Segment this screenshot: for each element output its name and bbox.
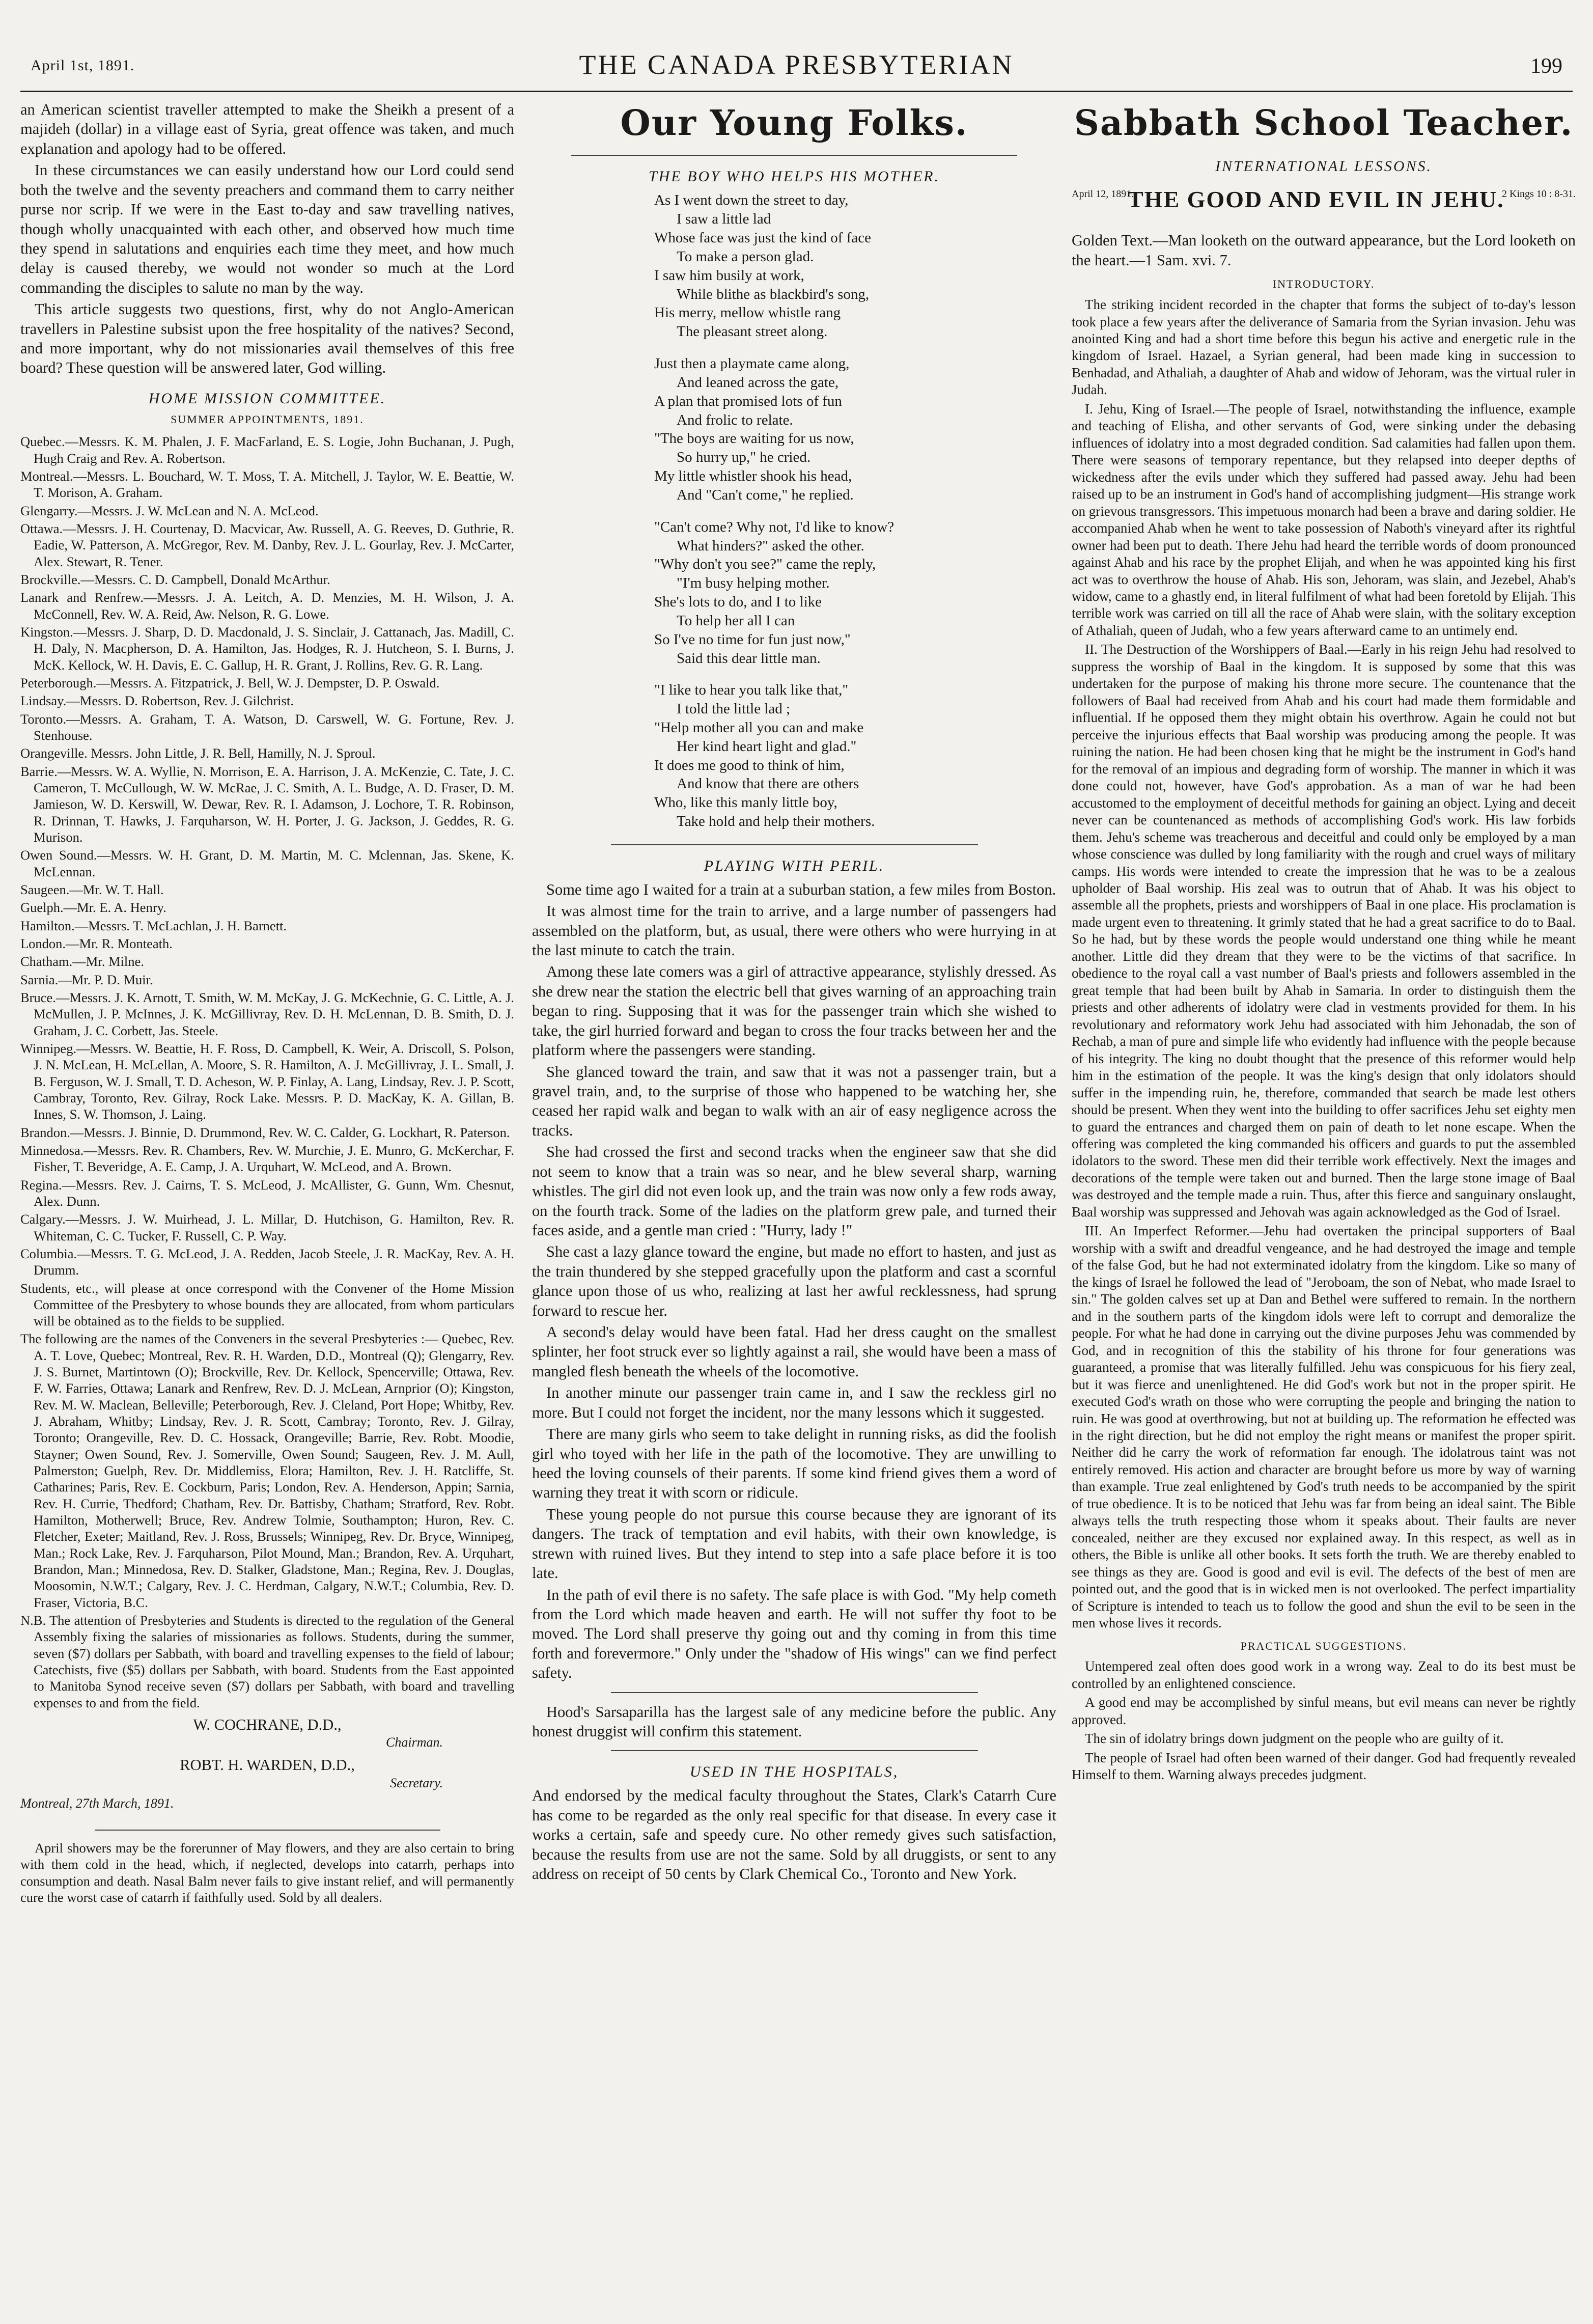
appointment-entry: Lanark and Renfrew.—Messrs. J. A. Leitch, A. D. Menzies, M. H. Wilson, J. A. McConnell, Rev. W. A. Reid, Aw. Nelson, R. G. Lowe. — [20, 590, 514, 622]
signature-secretary-title: Secretary. — [390, 1775, 443, 1790]
poem-line: Said this dear little man. — [677, 650, 821, 667]
appointment-entry: Bruce.—Messrs. J. K. Arnott, T. Smith, W. M. McKay, J. G. McKechnie, G. C. Little, A. J. McMullen, J. P. McInnes, J. K. McGillivray, Rev. D. H. McLennan, D. B. Smith, D. J. Graham, J. C. Corbett, Jas. Steele. — [20, 989, 514, 1038]
poem-stanza — [654, 518, 1056, 668]
poem-line: And know that there are others — [677, 776, 859, 792]
practical-item: A good end may be accomplished by sinful means, but evil means can never be rightly approved. — [1072, 1695, 1576, 1727]
poem-line: "I'm busy helping mother. — [677, 575, 830, 592]
signature-secretary: ROBT. H. WARDEN, D.D., — [180, 1756, 355, 1774]
practical-item: The people of Israel had often been warned of their danger. God had frequently revealed Himself to them. Warning always precedes judgment. — [1072, 1750, 1576, 1783]
notices — [20, 1280, 514, 1711]
intro-paragraphs — [20, 100, 514, 378]
poem-line: The pleasant street along. — [677, 323, 828, 340]
story-paragraph: Among these late comers was a girl of attractive appearance, stylishly dressed. As she drew near the station the electric bell that gives warning of an approaching train began to ring. Supposing that it was for the passenger train which she wished to take, the girl hurried forward and began to cross the four tracks between her and the platform where the passengers were standing. — [532, 963, 1056, 1059]
appointment-entry: Calgary.—Messrs. J. W. Muirhead, J. L. Millar, D. Hutchison, G. Hamilton, Rev. R. Whiteman, C. C. Tucker, F. Russell, C. P. Way. — [20, 1211, 514, 1243]
poem-line: Her kind heart light and glad." — [677, 738, 857, 755]
column-2 — [532, 100, 1056, 1886]
story-paragraph: She had crossed the first and second tracks when the engineer saw that she did not seem to know that a train was so near, and he blew several sharp, warning whistles. The girl did not even look up, and the train was now only a few rods away, on the fourth track. Some of the ladies on the platform grew pale, and turned their faces aside, and a gentle man cried : "Hurry, lady !" — [532, 1143, 1056, 1239]
paragraph: an American scientist traveller attempted to make the Sheikh a present of a majideh (dollar) in a village east of Syria, great offence was taken, and much explanation and apology had to be offered. — [20, 101, 514, 157]
appointment-entry: London.—Mr. R. Monteath. — [20, 935, 173, 951]
poem-line: To make a person glad. — [677, 248, 814, 265]
poem-line: While blithe as blackbird's song, — [677, 286, 870, 302]
appointment-entry: Minnedosa.—Messrs. Rev. R. Chambers, Rev. W. Murchie, J. E. Munro, G. McKerchar, F. Fisher, T. Beveridge, A. E. Camp, J. A. Urquhart, W. McLeod, and A. Brown. — [20, 1142, 514, 1175]
paragraph: The following are the names of the Conveners in the several Presbyteries :— Quebec, Rev. A. T. Love, Quebec; Montreal, Rev. R. H. Warden, D.D., Montreal (Q); Glengarry, Rev. J. S. Burnet, Martintown (O); Brockville, Rev. Dr. Kellock, Spencerville; Ottawa, Rev. F. W. Farries, Ottawa; Lanark and Renfrew, Rev. D. J. McLean, Arnprior (O); Kingston, Rev. M. W. Maclean, Belleville; Peterborough, Rev. J. Cleland, Port Hope; Whitby, Rev. J. Abraham, Whitby; Lindsay, Rev. J. R. Scott, Cambray; Toronto, Rev. J. Gilray, Toronto; Orangeville, Rev. D. C. Hossack, Orangeville; Barrie, Rev. Robt. Moodie, Stayner; Owen Sound, Rev. J. Somerville, Owen Sound; Saugeen, Rev. J. M. Aull, Palmerston; Guelph, Rev. Dr. Middlemiss, Elora; Hamilton, Rev. J. H. Ratcliffe, St. Catharines; Paris, Rev. E. Cockburn, Paris; London, Rev. A. Henderson, Appin; Sarnia, Rev. H. Currie, Thedford; Chatham, Rev. Dr. Battisby, Chatham; Stratford, Rev. Robt. Hamilton, Motherwell; Bruce, Rev. Andrew Tolmie, Southampton; Huron, Rev. C. Fletcher, Exeter; Maitland, Rev. J. Ross, Brussels; Winnipeg, Rev. Dr. Bryce, Winnipeg, Man.; Rock Lake, Rev. J. Farquharson, Pilot Mound, Man.; Brandon, Rev. A. Urquhart, Brandon, Man.; Minnedosa, Rev. D. Stalker, Gladstone, Man.; Regina, Rev. J. Douglas, Moosomin, N.W.T.; Calgary, Rev. J. C. Herdman, Calgary, N.W.T.; Columbia, Rev. D. Fraser, Victoria, B.C. — [20, 1331, 514, 1610]
column-1 — [20, 100, 514, 1907]
poem-title: THE BOY WHO HELPS HIS MOTHER. — [649, 168, 940, 185]
appointment-entry: Brandon.—Messrs. J. Binnie, D. Drummond, Rev. W. C. Calder, G. Lockhart, R. Paterson. — [20, 1124, 510, 1140]
poem-line: So I've no time for fun just now," — [654, 631, 851, 648]
poem-line: A plan that promised lots of fun — [654, 393, 842, 409]
lesson-section: I. Jehu, King of Israel.—The people of Israel, notwithstanding the influence, example and teaching of Elisha, and other servants of God, were sinking under the debasing influences of idolatry into a most degraded condition. Sad calamities had fallen upon them. There were seasons of temporary repentance, but they relapsed into deeper depths of wickedness after the evils under which they suffered had passed away. Jehu had been raised up to be an instrument in God's hand of accomplishing judgment—His strange work on grievous transgressors. This impetuous monarch had been a brave and daring soldier. He accompanied Ahab when he went to take possession of Naboth's vineyard after its rightful owner had been put to death. There Jehu had heard the terrible words of doom pronounced against Ahab and his race by the prophet Elijah, and when he was appointed king his first act was to overthrow the house of Ahab. His son, Jehoram, was slain, and Jezebel, Ahab's widow, came to a ghastly end, in literal fulfilment of what had been foretold by Elijah. This terrible work was carried on till all the race of Ahab were slain, with the solitary exception of Athaliah, queen of Judah, who a few years afterward came to an untimely end. — [1072, 401, 1576, 638]
lesson-date: April 12, 1891. — [1072, 188, 1134, 200]
poem-line: Just then a playmate came along, — [654, 355, 850, 372]
signature-chairman: W. COCHRANE, D.D., — [193, 1716, 342, 1734]
appointment-entry: Peterborough.—Messrs. A. Fitzpatrick, J. Bell, W. J. Dempster, D. P. Oswald. — [20, 675, 440, 691]
header-rule — [20, 91, 1573, 92]
divider — [95, 1830, 440, 1831]
poem-stanza — [654, 191, 1056, 341]
column-3 — [1072, 100, 1576, 1786]
story-paragraph: It was almost time for the train to arrive, and a large number of passengers had assembled on the platform, but, as usual, there were others who were hurrying in at the last minute to catch the train. — [532, 902, 1056, 959]
divider — [611, 844, 978, 845]
poem-line: As I went down the street to day, — [654, 192, 849, 209]
publication-title: THE CANADA PRESBYTERIAN — [579, 49, 1014, 80]
lesson-sections — [1072, 401, 1576, 1632]
story-paragraph: She cast a lazy glance toward the engine, but made no effort to hasten, and just as the train thundered by she stepped gracefully upon the platform and cast a scornful glance upon those of us who, realizing at last her awful recklessness, had sprung forward to rescue her. — [532, 1243, 1056, 1319]
appointments-list — [20, 433, 514, 1278]
lesson-header — [1072, 185, 1576, 226]
poem-line: So hurry up," he cried. — [677, 449, 811, 466]
issue-date: April 1st, 1891. — [31, 57, 135, 74]
lesson-title: THE GOOD AND EVIL IN JEHU. — [1128, 186, 1504, 213]
appointment-entry: Orangeville. Messrs. John Little, J. R. Bell, Hamilly, N. J. Sproul. — [20, 745, 376, 761]
practical-suggestions — [1072, 1658, 1576, 1783]
lesson-section: II. The Destruction of the Worshippers of Baal.—Early in his reign Jehu had resolved to suppress the worship of Baal in the kingdom. It is supposed by some that this was undertaken for the purpose of making his throne more secure. The countenance that the followers of Baal had received from Ahab and his court had made them formidable and influential. If he opposed them they might obtain his overthrow. Again he could not but perceive the injurious effects that Baal worship was producing among the people. It was ruining the nation. He had been chosen king that he might be the instrument in God's hand for the removal of an impious and degrading form of worship. The manner in which it was done could not, however, have God's approbation. As a man of war he had been accustomed to the employment of deceitful methods for gaining an object. Lying and deceit never can be countenanced as methods of accomplishing God's work. His law forbids them. Jehu's scheme was treacherous and deceitful and could only be employed by a man whose conscience was dulled by long familiarity with the rough and cruel ways of military camps. His words were intended to create the impression that he was to be a zealous upholder of Baal worship. His zeal was to outrun that of Ahab. It was his object to assemble all the prophets, priests and worshippers of Baal in one place. His proclamation is made urgent even to threatening. It grimly stated that he had a great sacrifice to do to Baal. So he had, but by these words the people would understand one thing while he meant another. Little did they dream that they were to be the victims of that sacrifice. In obedience to the royal call a vast number of Baal's priests and followers assembled in the great temple that had been built by Ahab in Samaria. In order to distinguish them the priests and other adherents of idolatry were clad in vestments provided for them. In his revolutionary and reformatory work Jehu had associated with him Jehonadab, the son of Rechab, a man of pure and simple life who evidently had influence with the people because of his integrity. The king no doubt thought that the presence of this reformer would help him in the estimation of the people. It was the king's design that only idolators should suffer in the impending ruin, he, therefore, commanded that search be made lest others should be present. When they went into the building to offer sacrifices Jehu set eighty men to guard the entrances and charged them on pain of death to let none escape. When the offering was completed the king commanded his officers and guards to put the assembled idolators to the sword. These men did their terrible work effectively. Next the images and decorations of the temple were taken out and burned. Then the large stone image of Baal was destroyed and the temple made a ruin. Thus, after this fierce and sanguinary onslaught, Baal worship was suppressed and Jehovah was again acknowledged as the God of Israel. — [1072, 642, 1576, 1220]
divider — [611, 1692, 978, 1693]
appointment-entry: Kingston.—Messrs. J. Sharp, D. D. Macdonald, J. S. Sinclair, J. Cattanach, Jas. Madill, C. H. Daly, N. Macpherson, D. A. Hamilton, Jas. Hodges, R. J. Hutcheon, S. I. Burns, J. McK. Kellock, W. H. Davis, E. C. Gallup, H. R. Grant, J. Rollins, Rev. G. R. Lang. — [20, 624, 514, 673]
lesson-section: III. An Imperfect Reformer.—Jehu had overtaken the principal supporters of Baal worship with a swift and dreadful vengeance, and he had destroyed the image and temple of the false God, but he had not exterminated idolatry from the kingdom. Like so many of the kings of Israel he followed the lead of "Jeroboam, the son of Nebat, who made Israel to sin." The golden calves set up at Dan and Bethel were suffered to remain. In the northern and in the southern parts of the kingdom idols were left to corrupt and demoralize the people. For what he had done in carrying out the divine purposes Jehu was commended by God, and in recognition of this the stability of his throne for four generations was guaranteed, a promise that was literally fulfilled. Jehu was conspicuous for his fiery zeal, but it was fierce and unenlightened. He did God's work but not in the proper spirit. He executed God's wrath on those who were corrupting the people and bringing the nation to ruin. He was good at overthrowing, but not at building up. The reformation he effected was in the right direction, but he did not employ the right means or manifest the proper spirit. Neither did he carry the work of reformation far enough. The idolatrous taint was not entirely removed. His action and character are brought before us more by way of warning than example. True zeal enlightened by God's truth needs to be accompanied by the spirit of true obedience. It is to be noticed that Jehu was far from being an ideal saint. The Bible always tells the truth respecting those whom it speaks about. Their faults are never concealed, neither are they excused nor explained away. In this respect, as well as in others, the Bible is unlike all other books. It sets forth the truth. We are thereby enabled to see things as they are. Good is good and evil is evil. The defects of the best of men are pointed out, and the good that is in wicked men is not overlooked. The perfect impartiality of Scripture is intended to teach us to follow the good and shun the evil to be seen in the men whose lives it records. — [1072, 1223, 1576, 1631]
practical-item: The sin of idolatry brings down judgment on the people who are guilty of it. — [1085, 1731, 1504, 1747]
poem-line: I saw a little lad — [677, 211, 771, 228]
appointment-entry: Montreal.—Messrs. L. Bouchard, W. T. Moss, T. A. Mitchell, J. Taylor, W. E. Beattie, W. T. Morison, A. Graham. — [20, 468, 514, 501]
section-title-young-folks: Our Young Folks. — [620, 103, 968, 144]
appointment-entry: Winnipeg.—Messrs. W. Beattie, H. F. Ross, D. Campbell, K. Weir, A. Driscoll, S. Polson, J. N. McLean, H. McLellan, A. Moore, S. R. Hamilton, A. J. McGillivray, J. L. Small, J. B. Ferguson, W. J. Small, T. D. Acheson, W. P. Finlay, A. Lang, Lindsay, Rev. J. P. Scott, Cambray, Toronto, Rev. Gilray, Rock Lake. Messrs. P. D. MacKay, K. A. Gillan, B. Innes, S. W. Thomson, J. Laing. — [20, 1040, 514, 1122]
dateline: Montreal, 27th March, 1891. — [20, 1796, 174, 1811]
committee-subheading: SUMMER APPOINTMENTS, 1891. — [171, 412, 364, 426]
poem-line: "Can't come? Why not, I'd like to know? — [654, 518, 895, 535]
poem-line: "The boys are waiting for us now, — [654, 430, 854, 447]
divider — [611, 1750, 978, 1751]
ad-hoods: Hood's Sarsaparilla has the largest sale of any medicine before the public. Any honest druggist will confirm this statement. — [532, 1703, 1056, 1740]
appointment-entry: Columbia.—Messrs. T. G. McLeod, J. A. Redden, Jacob Steele, J. R. MacKay, Rev. A. H. Drumm. — [20, 1246, 514, 1278]
appointment-entry: Barrie.—Messrs. W. A. Wyllie, N. Morrison, E. A. Harrison, J. A. McKenzie, C. Tate, J. C. Cameron, T. McCullough, W. W. McRae, J. C. Smith, A. L. Budge, A. D. Fraser, D. M. Jamieson, W. D. Kerswill, W. Dewar, Rev. R. I. Adamson, J. Lochore, T. R. Robinson, R. Drinnan, T. Hawks, J. Farquharson, W. H. Porter, J. G. Jackson, J. Geddes, R. G. Murison. — [20, 763, 514, 845]
story-title: PLAYING WITH PERIL. — [704, 857, 885, 874]
story-paragraph: A second's delay would have been fatal. Had her dress caught on the smallest splinter, her foot struck ever so lightly against a rail, she would have been a mass of mangled flesh beneath the wheels of the locomotive. — [532, 1323, 1056, 1380]
story-paragraph: There are many girls who seem to take delight in running risks, as did the foolish girl who toyed with her life in the path of the locomotive. They are unwilling to heed the loving counsels of their parents. If some kind friend gives them a word of warning they treat it with scorn or ridicule. — [532, 1425, 1056, 1502]
poem-line: "Why don't you see?" came the reply, — [654, 556, 876, 573]
appointment-entry: Lindsay.—Messrs. D. Robertson, Rev. J. Gilchrist. — [20, 693, 294, 709]
poem-line: "Help mother all you can and make — [654, 720, 864, 736]
page-number: 199 — [1530, 54, 1562, 78]
appointment-entry: Toronto.—Messrs. A. Graham, T. A. Watson, D. Carswell, W. G. Fortune, Rev. J. Stenhouse. — [20, 711, 514, 743]
golden-text: Golden Text.—Man looketh on the outward appearance, but the Lord looketh on the heart.—1 Sam. xvi. 7. — [1072, 232, 1576, 269]
poem-line: "I like to hear you talk like that," — [654, 682, 849, 699]
poem — [654, 191, 1056, 831]
appointment-entry: Owen Sound.—Messrs. W. H. Grant, D. M. Martin, M. C. Mclennan, Jas. Skene, K. McLennan. — [20, 847, 514, 879]
poem-line: Take hold and help their mothers. — [677, 813, 875, 830]
committee-heading: HOME MISSION COMMITTEE. — [148, 390, 386, 407]
appointment-entry: Saugeen.—Mr. W. T. Hall. — [20, 881, 164, 897]
poem-line: To help her all I can — [677, 612, 795, 629]
poem-line: Whose face was just the kind of face — [654, 230, 871, 246]
story-paragraph: In another minute our passenger train came in, and I saw the reckless girl no more. But I could not forget the incident, nor the many lessons which it suggested. — [532, 1384, 1056, 1421]
appointment-entry: Guelph.—Mr. E. A. Henry. — [20, 900, 166, 916]
appointment-entry: Glengarry.—Messrs. J. W. McLean and N. A. McLeod. — [20, 503, 319, 518]
ad-hospitals-text: And endorsed by the medical faculty throughout the States, Clark's Catarrh Cure has come to be regarded as the only real specific for that disease. In every case it works a certain, safe and speedy cure. No other remedy gives such satisfaction, because the results from use are not the same. Sold by all druggists, or sent to any address on receipt of 50 cents by Clark Chemical Co., Toronto and New York. — [532, 1787, 1056, 1883]
story — [532, 880, 1056, 1683]
poem-line: She's lots to do, and I to like — [654, 594, 822, 611]
appointment-entry: Quebec.—Messrs. K. M. Phalen, J. F. MacFarland, E. S. Logie, John Buchanan, J. Pugh, Hugh Craig and Rev. A. Robertson. — [20, 434, 514, 466]
story-paragraph: In the path of evil there is no safety. The safe place is with God. "My help cometh from the Lord which made heaven and earth. He will not suffer thy foot to be moved. The Lord shall preserve thy going out and thy coming in from this time forth and forevermore." Only under the "shadow of His wings" can we find perfect safety. — [532, 1586, 1056, 1682]
poem-line: I saw him busily at work, — [654, 267, 804, 284]
poem-line: Who, like this manly little boy, — [654, 794, 837, 811]
appointment-entry: Chatham.—Mr. Milne. — [20, 954, 144, 970]
practical-heading: PRACTICAL SUGGESTIONS. — [1240, 1639, 1407, 1652]
poem-stanza — [654, 354, 1056, 505]
poem-line: What hinders?" asked the other. — [677, 537, 864, 554]
paragraph: The striking incident recorded in the chapter that forms the subject of to-day's lesson took place a few years after the deliverance of Samaria from the Syrian invasion. Jehu was anointed King and had a short time before this begun his active and energetic rule in the kingdom of Israel. Hazael, a Syrian general, had been made king in succession to Benhadad, and Athaliah, a daughter of Ahab and widow of Jehoram, was the virtual ruler in Judah. — [1072, 297, 1576, 398]
story-paragraph: These young people do not pursue this course because they are ignorant of its dangers. The track of temptation and evil habits, with their own knowledge, is strewn with ruined lives. But they intend to step into a safe place before it is too late. — [532, 1505, 1056, 1582]
poem-line: And frolic to relate. — [677, 411, 793, 428]
appointment-entry: Ottawa.—Messrs. J. H. Courtenay, D. Macvicar, Aw. Russell, A. G. Reeves, D. Guthrie, R. Eadie, W. Patterson, A. McGregor, Rev. M. Danby, Rev. J. L. Gourlay, Rev. J. McCarter, Alex. Stewart, R. Tener. — [20, 521, 514, 569]
poem-stanza — [654, 681, 1056, 831]
poem-line: I told the little lad ; — [677, 701, 791, 717]
poem-line: And leaned across the gate, — [677, 374, 839, 391]
section-title-sabbath-school: Sabbath School Teacher. — [1074, 103, 1574, 144]
appointment-entry: Regina.—Messrs. Rev. J. Cairns, T. S. McLeod, J. McAllister, G. Gunn, Wm. Chesnut, Alex. Dunn. — [20, 1177, 514, 1209]
lesson-body — [1072, 296, 1576, 1632]
paragraph: In these circumstances we can easily understand how our Lord could send both the twelve and the seventy preachers and command them to carry neither purse nor scrip. If we were in the East to-day and saw travelling natives, though wholly unacquainted with each other, and observed how much time they spend in salutations and enquiries each time they meet, and how much delay is caused thereby, we would not wonder so much at the Lord commanding the disciples to salute no man by the way. — [20, 161, 514, 296]
paragraph: N.B. The attention of Presbyteries and Students is directed to the regulation of the General Assembly fixing the salaries of missionaries as follows. Students, during the summer, seven ($7) dollars per Sabbath, with board and travelling expenses to the field of labour; Catechists, five ($5) dollars per Sabbath, with board. Students from the East appointed to Manitoba Synod receive seven ($7) dollars per Sabbath, with board and travelling expenses to and from the field. — [20, 1613, 514, 1710]
ad-nasal-balm: April showers may be the forerunner of May flowers, and they are also certain to bring with them cold in the head, which, if neglected, develops into catarrh, perhaps into consumption and death. Nasal Balm never fails to give instant relief, and will permanently cure the worst case of catarrh if faithfully used. Sold by all dealers. — [20, 1840, 514, 1905]
ad-hospitals-title: USED IN THE HOSPITALS, — [689, 1763, 899, 1781]
appointment-entry: Brockville.—Messrs. C. D. Campbell, Donald McArthur. — [20, 572, 330, 588]
poem-line: It does me good to think of him, — [654, 757, 845, 773]
practical-item: Untempered zeal often does good work in a wrong way. Zeal to do its best must be controlled by an enlightened conscience. — [1072, 1658, 1576, 1691]
poem-line: My little whistler shook his head, — [654, 468, 852, 485]
poem-line: His merry, mellow whistle rang — [654, 305, 841, 321]
introductory-heading: INTRODUCTORY. — [1272, 278, 1375, 291]
story-paragraph: She glanced toward the train, and saw that it was not a passenger train, but a gravel train, and, to the surprise of those who happened to be watching her, she ceased her rapid walk and began to walk with an air of easy negligence across the tracks. — [532, 1063, 1056, 1139]
appointment-entry: Sarnia.—Mr. P. D. Muir. — [20, 972, 153, 987]
page-header — [31, 49, 1562, 90]
story-paragraph: Some time ago I waited for a train at a suburban station, a few miles from Boston. — [546, 880, 1056, 898]
lesson-reference: 2 Kings 10 : 8-31. — [1502, 188, 1576, 200]
signature-chairman-title: Chairman. — [386, 1735, 443, 1750]
paragraph: This article suggests two questions, first, why do not Anglo-American travellers in Palestine subsist upon the free hospitality of the natives? Second, and more important, why do not missionaries avail themselves of this free board? These question will be answered later, God willing. — [20, 300, 514, 377]
appointment-entry: Hamilton.—Messrs. T. McLachlan, J. H. Barnett. — [20, 918, 287, 933]
section-subtitle: INTERNATIONAL LESSONS. — [1215, 157, 1433, 175]
paragraph: Students, etc., will please at once correspond with the Convener of the Home Mission Committee of the Presbytery to whose bounds they are allocated, from whom particulars will be obtained as to the fields to be supplied. — [20, 1280, 514, 1329]
poem-line: And "Can't come," he replied. — [677, 486, 854, 503]
divider — [571, 155, 1017, 156]
